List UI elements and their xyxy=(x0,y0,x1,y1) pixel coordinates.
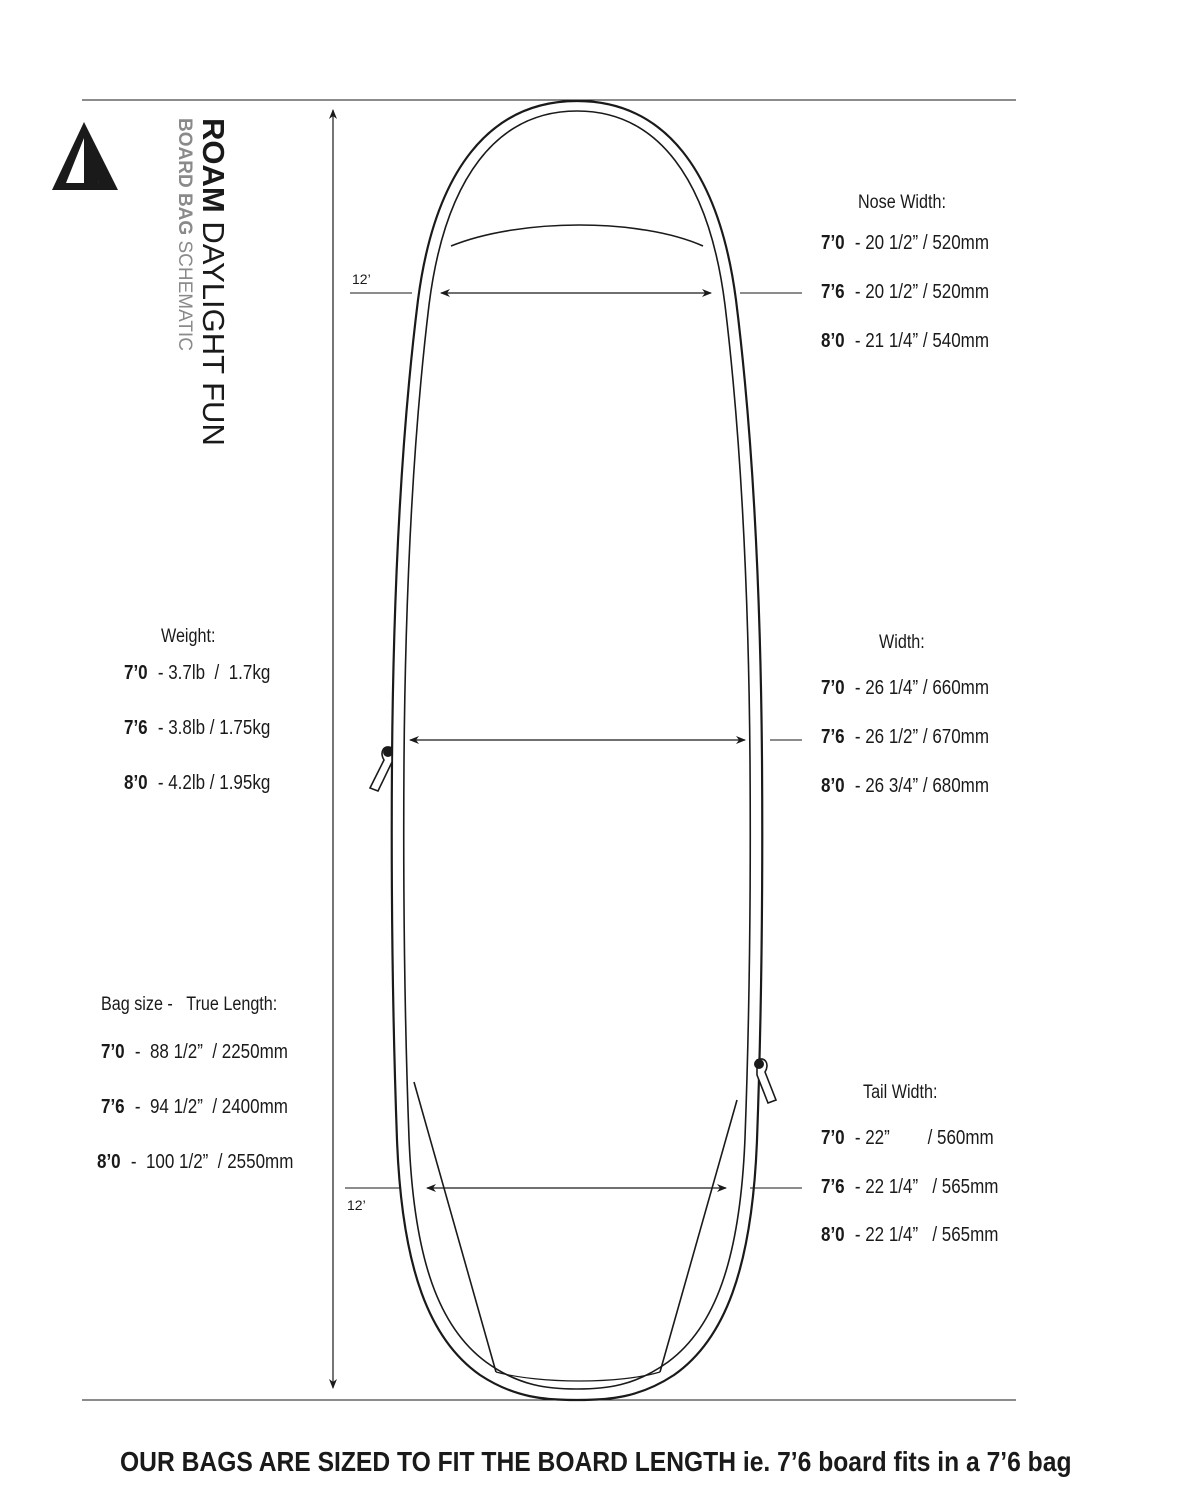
tail-width-header: Tail Width: xyxy=(863,1082,938,1103)
size-label: 8’0 xyxy=(97,1151,121,1173)
nose-width-row xyxy=(821,330,989,353)
size-label: 7’0 xyxy=(101,1041,125,1063)
nose-width-header: Nose Width: xyxy=(858,192,946,213)
subtitle-rest: SCHEMATIC xyxy=(174,240,195,351)
true-length-label: True Length: xyxy=(186,994,278,1015)
weight-row xyxy=(124,772,270,795)
length-value: - 88 1/2” / 2250mm xyxy=(134,1041,288,1063)
nose-width-row xyxy=(821,232,989,255)
bag-size-row xyxy=(101,1096,288,1119)
nose-width-row xyxy=(821,281,989,304)
size-label: 8’0 xyxy=(821,775,845,797)
size-label: 8’0 xyxy=(821,330,845,352)
size-label: 7’6 xyxy=(821,726,845,748)
bag-inner-outline xyxy=(404,111,751,1389)
dimension-value: - 20 1/2” / 520mm xyxy=(854,281,990,303)
dimension-value: - 22” / 560mm xyxy=(854,1127,994,1149)
bag-size-row xyxy=(101,1041,288,1064)
bag-size-label: Bag size - xyxy=(101,994,173,1015)
dimension-value: - 22 1/4” / 565mm xyxy=(854,1224,999,1246)
weight-row xyxy=(124,662,270,685)
product-title xyxy=(196,118,230,446)
weight-row xyxy=(124,717,270,740)
length-value: - 94 1/2” / 2400mm xyxy=(134,1096,288,1118)
width-row xyxy=(821,726,989,749)
weight-value: - 3.8lb / 1.75kg xyxy=(157,717,271,739)
size-label: 8’0 xyxy=(821,1224,845,1246)
size-label: 7’0 xyxy=(821,1127,845,1149)
arrow-logo-icon xyxy=(52,122,118,190)
sizing-note: OUR BAGS ARE SIZED TO FIT THE BOARD LENGTH ie. 7’6 board fits in a 7’6 bag xyxy=(120,1446,1072,1477)
width-header: Width: xyxy=(879,632,925,653)
dimension-value: - 26 1/4” / 660mm xyxy=(854,677,990,699)
bag-size-header xyxy=(101,994,277,1016)
size-label: 7’6 xyxy=(101,1096,125,1118)
tail-width-row xyxy=(821,1176,998,1199)
dimension-value: - 21 1/4” / 540mm xyxy=(854,330,990,352)
zipper-pull-icon xyxy=(370,747,393,791)
nose-panel-seam xyxy=(451,225,703,246)
size-label: 7’6 xyxy=(821,281,845,303)
zipper-pull-icon xyxy=(754,1059,776,1103)
size-label: 7’6 xyxy=(124,717,148,739)
dimension-value: - 26 3/4” / 680mm xyxy=(854,775,990,797)
dimension-value: - 20 1/2” / 520mm xyxy=(854,232,990,254)
weight-header: Weight: xyxy=(161,626,216,647)
size-label: 7’0 xyxy=(821,232,845,254)
size-label: 7’0 xyxy=(821,677,845,699)
nose-tick-label: 12’ xyxy=(352,271,371,287)
weight-value: - 4.2lb / 1.95kg xyxy=(157,772,271,794)
subtitle-bold: BOARD BAG xyxy=(174,118,195,236)
dimension-value: - 22 1/4” / 565mm xyxy=(854,1176,999,1198)
size-label: 8’0 xyxy=(124,772,148,794)
tail-tick-label: 12’ xyxy=(347,1197,366,1213)
model-name: DAYLIGHT FUN xyxy=(196,221,231,446)
width-row xyxy=(821,677,989,700)
width-row xyxy=(821,775,989,798)
tail-width-row xyxy=(821,1224,998,1247)
weight-value: - 3.7lb / 1.7kg xyxy=(157,662,271,684)
title-block xyxy=(160,118,240,446)
product-subtitle xyxy=(172,118,196,446)
length-value: - 100 1/2” / 2550mm xyxy=(130,1151,294,1173)
tail-width-row xyxy=(821,1127,994,1150)
brand-name: ROAM xyxy=(196,118,231,213)
size-label: 7’0 xyxy=(124,662,148,684)
size-label: 7’6 xyxy=(821,1176,845,1198)
dimension-value: - 26 1/2” / 670mm xyxy=(854,726,990,748)
bag-size-row xyxy=(97,1151,293,1174)
